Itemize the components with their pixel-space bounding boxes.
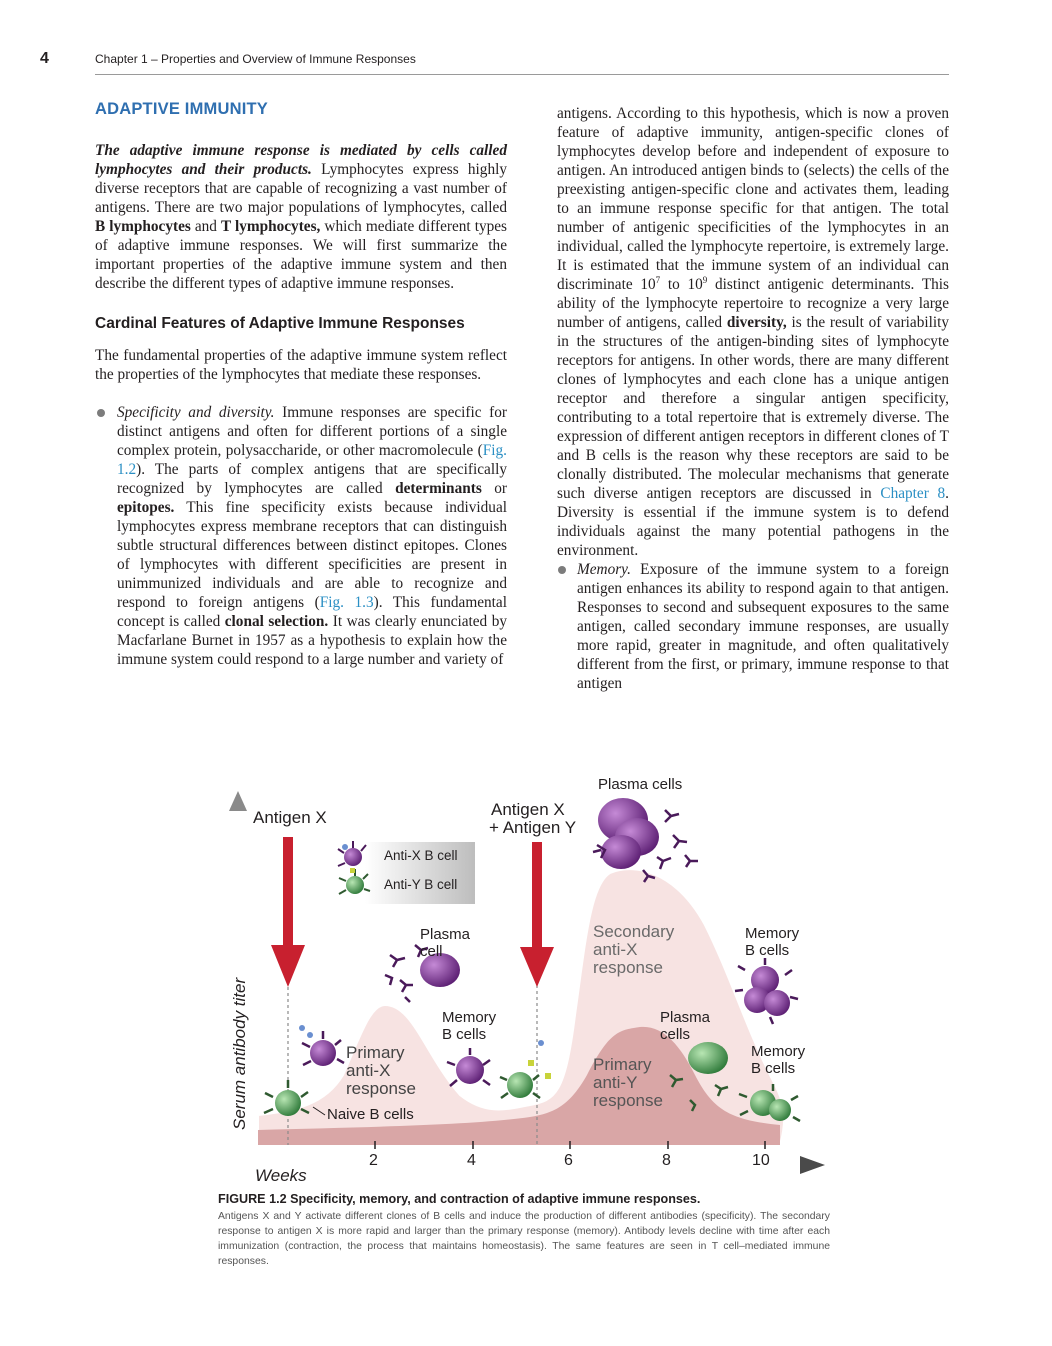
- intro-paragraph: [95, 141, 507, 293]
- bullet-term: Memory.: [577, 561, 631, 578]
- primary-y-label-3: response: [593, 1091, 663, 1110]
- bullet-text: Exposure of the immune system to a foreign antigen enhances its ability to respond again to that antigen. Responses to second and subsequent exposures to the same antigen, called secondary immune responses, are usually more rapid, greater in magnitude, and often qualitatively different from the first, or primary, immune response to that antigen: [577, 561, 949, 692]
- memory-b-cells-label-2: B cells: [442, 1026, 487, 1043]
- memory-bottom-label-1: Memory: [751, 1043, 806, 1060]
- intro-text: which mediate different types of adaptive immune responses. We will first summarize the important properties of the adaptive immune system and then describe the different types of adaptive immune responses.: [95, 218, 507, 292]
- bullet-text: ). This fundamental concept is called: [117, 594, 507, 630]
- primary-x-label-3: response: [346, 1079, 416, 1098]
- antigen-x-arrow: [271, 837, 305, 987]
- intro-text: Lymphocytes express highly diverse receptors that are capable of recognizing a vast number of antigens. There are two major populations of lymphocytes, called: [95, 161, 507, 216]
- plasma-cell-label-1: Plasma: [420, 926, 471, 943]
- intro-text: and: [190, 218, 221, 235]
- secondary-label-3: response: [593, 958, 663, 977]
- paragraph-text: . Diversity is essential if the immune system is to defend individuals against the many potential pathogens in the environment.: [557, 485, 949, 559]
- section-title: ADAPTIVE IMMUNITY: [95, 100, 268, 118]
- bullet-memory: [557, 560, 949, 693]
- paragraph: [557, 104, 949, 560]
- bullet-term: Specificity and diversity.: [117, 404, 275, 421]
- memory-b-cells-primary-icon: [447, 1040, 551, 1098]
- figure-link[interactable]: Fig. 1.3: [319, 594, 374, 611]
- antigen-xy-label-1: Antigen X: [491, 800, 565, 819]
- primary-x-label-1: Primary: [346, 1043, 405, 1062]
- legend-anti-x: Anti-X B cell: [384, 848, 458, 863]
- bullet-dot: [558, 566, 566, 574]
- figure-drawing: [225, 775, 830, 1190]
- figure-caption: [218, 1192, 830, 1269]
- anti-x-b-cell-icon: [344, 848, 362, 866]
- x-tick-label: 8: [662, 1152, 671, 1169]
- running-head: Chapter 1 – Properties and Overview of Immune Responses: [95, 52, 416, 66]
- paragraph-text: antigens. According to this hypothesis, which is now a proven feature of adaptive immunity, antigen-specific clones of lymphocytes develop before and independent of exposure to antigen. An introduced antigen binds to (selects) the cells of the preexisting antigen-specific clone and activates them, leading to an immune response specific for that antigen. The total number of antigenic specificities of the lymphocytes in an individual, called the lymphocyte repertoire, is extremely large. It is estimated that the immune system of an individual can discriminate 10: [557, 105, 949, 293]
- plasma-cells-y-label-1: Plasma: [660, 1009, 711, 1026]
- bullet-dot: [97, 409, 105, 417]
- plasma-cells-y-label-2: cells: [660, 1026, 691, 1043]
- secondary-label-2: anti-X: [593, 940, 638, 959]
- primary-x-label-2: anti-X: [346, 1061, 391, 1080]
- paragraph-text: is the result of variability in the structures of the antigen-binding sites of lymphocyte receptors for antigens. In other words, there are many different clones of lymphocytes and each clone has a unique antigen receptor and therefore a singular antigen specificity, contributing to a total repertoire that is extremely diverse. The expression of different antigen receptors in different clones of T and B cells is the reason why these receptors are said to be clonally distributed. The molecular mechanisms that generate such diverse antigen receptors are discussed in: [557, 314, 949, 502]
- memory-b-cells-label-1: Memory: [442, 1009, 497, 1026]
- y-axis-arrowhead: [229, 791, 247, 811]
- bullet-text: or: [481, 480, 507, 497]
- term-epitopes: epitopes.: [117, 499, 175, 516]
- page-number: 4: [40, 50, 49, 67]
- term-determinants: determinants: [395, 480, 482, 497]
- bullet-text: Immune responses are specific for distinct antigens and often for different portions of a single complex protein, polysaccharide, or other macromolecule (: [117, 404, 507, 459]
- superscript: 7: [655, 274, 661, 285]
- secondary-label-1: Secondary: [593, 922, 675, 941]
- y-axis-label: Serum antibody titer: [230, 977, 250, 1130]
- chapter-link[interactable]: Chapter 8: [880, 485, 946, 502]
- figure-link[interactable]: Fig. 1.2: [117, 442, 507, 478]
- left-column: [95, 100, 507, 669]
- plasma-cell-label-2: cell: [420, 943, 443, 960]
- bullet-text: ). The parts of complex antigens that are specifically recognized by lymphocytes are called: [117, 461, 507, 497]
- subheading: Cardinal Features of Adaptive Immune Responses: [95, 315, 465, 332]
- x-tick-label: 4: [467, 1152, 476, 1169]
- memory-top-label-2: B cells: [745, 942, 790, 959]
- figure-1-2: [225, 775, 830, 1190]
- x-tick-label: 2: [369, 1152, 378, 1169]
- memory-bottom-label-2: B cells: [751, 1060, 796, 1077]
- paragraph: The fundamental properties of the adaptive immune system reflect the properties of the lymphocytes that mediate these responses.: [95, 347, 507, 383]
- bullet-specificity: [95, 403, 507, 669]
- term-b-lymphocytes: B lymphocytes: [95, 218, 191, 235]
- intro-lead: The adaptive immune response is mediated by cells called lymphocytes and their products.: [95, 142, 507, 178]
- plasma-cells-top-label: Plasma cells: [598, 776, 683, 793]
- header-rule: [95, 74, 949, 75]
- x-tick-label: 6: [564, 1152, 573, 1169]
- naive-b-cells-label: Naive B cells: [327, 1106, 414, 1123]
- antigen-x-label: Antigen X: [253, 808, 327, 827]
- bullet-text: It was clearly enunciated by Macfarlane Burnet in 1957 as a hypothesis to explain how the immune system could respond to a large number and variety of: [117, 613, 507, 668]
- term-t-lymphocytes: T lymphocytes,: [221, 218, 321, 235]
- primary-y-label-2: anti-Y: [593, 1073, 638, 1092]
- memory-b-cells-secondary-icon: [735, 958, 798, 1024]
- term-diversity: diversity,: [726, 314, 787, 331]
- legend-anti-y: Anti-Y B cell: [384, 877, 458, 892]
- x-axis-arrowhead: [800, 1156, 825, 1174]
- primary-y-label-1: Primary: [593, 1055, 652, 1074]
- superscript: 9: [702, 274, 708, 285]
- caption-title: FIGURE 1.2 Specificity, memory, and contraction of adaptive immune responses.: [218, 1192, 701, 1206]
- x-axis-label: Weeks: [255, 1166, 307, 1185]
- antigen-xy-arrow: [520, 842, 554, 987]
- paragraph-text: to 10: [660, 276, 703, 293]
- antigen-xy-label-2: + Antigen Y: [489, 818, 577, 837]
- right-column: [557, 104, 949, 693]
- caption-body: Antigens X and Y activate different clones of B cells and induce the production of different antibodies (specificity). The secondary response to antigen X is more rapid and larger than the primary response (memory). Antibody levels decline with time after each immunization (contraction, the process that maintains homeostasis). The same features are seen in T cell–mediated immune responses.: [218, 1211, 830, 1267]
- x-tick-label: 10: [752, 1152, 770, 1169]
- anti-y-b-cell-icon: [346, 876, 364, 894]
- term-clonal-selection: clonal selection.: [224, 613, 329, 630]
- plasma-cells-cluster-icon: [593, 798, 698, 882]
- memory-top-label-1: Memory: [745, 925, 800, 942]
- bullet-text: This fine specificity exists because individual lymphocytes express membrane receptors that can distinguish subtle structural differences between distinct epitopes. Clones of lymphocytes with different specificities are present in unimmunized individuals and are able to recognize and respond to foreign antigens (: [117, 499, 507, 611]
- paragraph-text: distinct antigenic determinants. This ability of the lymphocyte repertoire to recognize a very large number of antigens, called: [557, 276, 950, 331]
